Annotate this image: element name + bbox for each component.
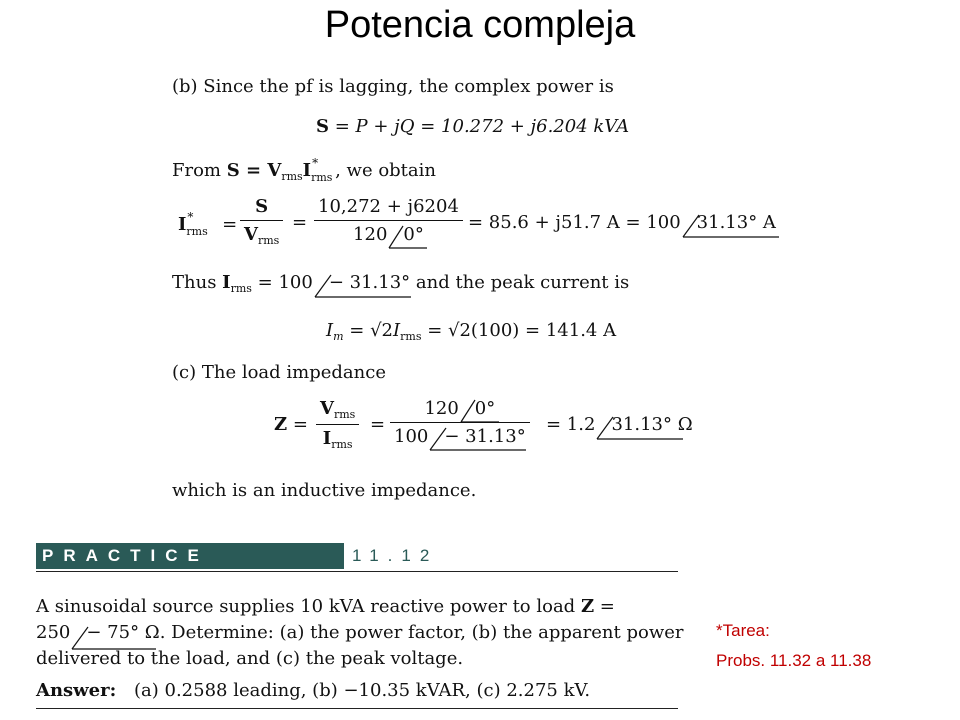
practice-problem-text: A sinusoidal source supplies 10 kVA reactive power to load Z = 250 − 75° Ω. Determine: (a) the power factor, (b) the apparent power delivered to the load, and (c) the peak voltage.	[36, 596, 684, 669]
peak-current-equation: $I_m = √2I_{rms} = √2(100) = 141.4$ A	[326, 320, 617, 343]
top-divider	[36, 571, 678, 572]
homework-note-problems: Probs. 11.32 a 11.38	[716, 651, 872, 670]
bottom-divider	[36, 708, 678, 709]
part-c-intro: (c) The load impedance	[172, 362, 386, 383]
answer-line: Answer: (a) 0.2588 leading, (b) −10.35 kVAR, (c) 2.275 kV.	[36, 680, 591, 701]
z-result: = 1.2 31.13° Ω	[546, 414, 693, 436]
irms-fraction-2: 10,272 + j6204 120 0°	[314, 196, 463, 245]
homework-note-label: *Tarea:	[716, 621, 770, 640]
practice-problem-header: PRACTICE PROBLEM	[36, 543, 344, 569]
irms-fraction-1: S $V_{rms}$	[240, 196, 283, 247]
irms-result: = 85.6 + j51.7 A = 100 31.13° A	[468, 212, 776, 234]
equation-s-rhs: = P + jQ = 10.272 + j6.204 kVA	[334, 116, 630, 137]
z-fraction-2: 120 0° 100 − 31.13°	[390, 398, 530, 447]
slide-title: Potencia compleja	[324, 4, 636, 46]
practice-problem-number: 11.12	[352, 546, 439, 565]
z-lhs: Z =	[274, 414, 308, 435]
part-b-intro: (b) Since the pf is lagging, the complex power is	[172, 76, 614, 97]
irms-star-lhs: I * rms =	[178, 210, 238, 238]
conclusion-text: which is an inductive impedance.	[172, 480, 477, 501]
from-line: From $S = V_{rms}I$ * rms , we obtain	[172, 156, 436, 184]
equation-s: S = P + jQ = 10.272 + j6.204 kVA	[316, 116, 630, 137]
thus-line: Thus $I_{rms} = 100$ − 31.13° and the peak current is	[172, 272, 630, 295]
z-fraction-1: $V_{rms}$ $I_{rms}$	[316, 398, 359, 451]
